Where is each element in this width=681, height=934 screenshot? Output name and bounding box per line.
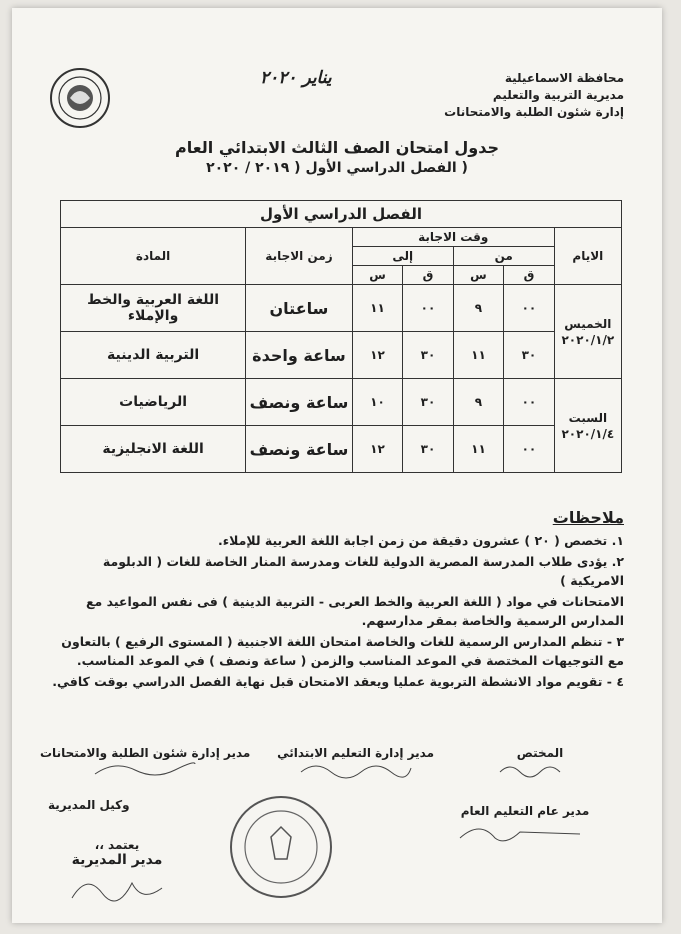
handwritten-signature <box>480 760 600 780</box>
to-hour: ١١ <box>352 285 402 332</box>
page-title: جدول امتحان الصف الثالث الابتدائي العام <box>175 138 499 157</box>
handwritten-signature <box>85 760 205 780</box>
from-header: من <box>453 247 554 266</box>
subject: الرياضيات <box>61 379 246 426</box>
from-minute-header: ق <box>504 266 554 285</box>
subject: اللغة الانجليزية <box>61 426 246 473</box>
note-item: ٤ - تقويم مواد الانشطة التربوية عمليا ويعقد الامتحان قبل نهاية الفصل الدراسي بوقت كافي. <box>52 674 624 689</box>
to-hour: ١٠ <box>352 379 402 426</box>
from-hour: ٩ <box>453 285 503 332</box>
signature-specialist <box>480 746 600 783</box>
day-cell <box>554 379 621 473</box>
semester-row <box>61 201 622 228</box>
day-date: ٢٠٢٠/١/٢ <box>561 332 615 347</box>
signature-title: مدير إدارة شئون الطلبة والامتحانات <box>40 746 251 760</box>
governorate-block <box>444 70 624 121</box>
table-row <box>61 379 622 426</box>
notes-heading: ملاحظات <box>552 508 624 527</box>
approval-block <box>62 838 172 911</box>
header-row <box>61 228 622 247</box>
subject: اللغة العربية والخط والإملاء <box>61 285 246 332</box>
table-row <box>61 285 622 332</box>
from-hour: ٩ <box>453 379 503 426</box>
note-item: ٣ - تنظم المدارس الرسمية للغات والخاصة امتحان اللغة الاجنبية ( المستوى الرفيع ) بالتعاون مع التوجيهات المختصة في الموعد المناسب والزمن ( ساعة ونصف ) في الموعد المناسب. <box>61 634 624 668</box>
from-hour: ١١ <box>453 426 503 473</box>
directorate-head-title: مدير المديرية <box>71 852 163 868</box>
handwritten-signature <box>296 760 416 780</box>
to-minute: ٣٠ <box>403 379 453 426</box>
day-date: ٢٠٢٠/١/٤ <box>561 426 615 441</box>
from-minute: ٠٠ <box>504 379 554 426</box>
signature-students-director <box>40 746 250 783</box>
to-header: إلى <box>352 247 453 266</box>
from-minute: ٠٠ <box>504 285 554 332</box>
to-minute: ٣٠ <box>403 332 453 379</box>
answer-time-header: وقت الاجابة <box>352 228 554 247</box>
signature-deputy <box>48 798 130 812</box>
signature-title: المختص <box>516 746 564 760</box>
subject-header: المادة <box>61 228 246 285</box>
from-hour: ١١ <box>453 332 503 379</box>
directorate-name: مديرية التربية والتعليم <box>492 88 624 102</box>
note-item: ٢. يؤدى طلاب المدرسة المصرية الدولية للغات ومدرسة المنار الخاصة للغات ( الدبلومة الامريكية ) <box>102 554 624 588</box>
handwritten-signature <box>450 818 600 848</box>
signature-primary-director <box>277 746 434 783</box>
table-row <box>61 332 622 379</box>
duration-header: زمن الاجابة <box>246 228 353 285</box>
official-stamp-icon <box>227 793 335 901</box>
signature-title: مدير عام التعليم العام <box>460 804 590 818</box>
title-block <box>12 138 662 176</box>
to-hour: ١٢ <box>352 332 402 379</box>
table-row <box>61 426 622 473</box>
to-minute: ٠٠ <box>403 285 453 332</box>
duration: ساعة واحدة <box>246 332 353 379</box>
duration: ساعتان <box>246 285 353 332</box>
to-hour-header: س <box>352 266 402 285</box>
to-minute-header: ق <box>403 266 453 285</box>
governorate-name: محافظة الاسماعيلية <box>504 71 624 85</box>
document-page <box>12 8 662 923</box>
from-minute: ٣٠ <box>504 332 554 379</box>
handwritten-signature <box>62 868 172 908</box>
day-name: السبت <box>568 410 608 425</box>
signature-title: مدير إدارة التعليم الابتدائي <box>277 746 434 760</box>
to-hour: ١٢ <box>352 426 402 473</box>
to-minute: ٣٠ <box>403 426 453 473</box>
duration: ساعة ونصف <box>246 426 353 473</box>
note-item: ١. تخصص ( ٢٠ ) عشرون دقيقة من زمن اجابة اللغة العربية للإملاء. <box>217 533 624 548</box>
page-subtitle: ( الفصل الدراسي الأول ( ٢٠١٩ / ٢٠٢٠ <box>206 160 468 176</box>
day-name: الخميس <box>564 316 612 331</box>
exam-schedule-table <box>60 200 622 473</box>
duration: ساعة ونصف <box>246 379 353 426</box>
day-cell <box>554 285 621 379</box>
date-badge: يناير ٢٠٢٠ <box>260 68 332 88</box>
days-header: الايام <box>554 228 621 285</box>
note-item: الامتحانات في مواد ( اللغة العربية والخط العربى - التربية الدينية ) فى نفس المواعيد مع المدارس الرسمية والخاصة بمقر مدارسهم. <box>85 594 624 628</box>
semester-header: الفصل الدراسي الأول <box>61 201 622 228</box>
ministry-logo-icon <box>48 66 112 130</box>
subject: التربية الدينية <box>61 332 246 379</box>
from-hour-header: س <box>453 266 503 285</box>
approval-label: يعتمد ،، <box>94 838 140 852</box>
signature-title: وكيل المديرية <box>48 798 130 812</box>
department-name: إدارة شئون الطلبة والامتحانات <box>444 105 624 119</box>
notes-section <box>48 508 624 693</box>
from-minute: ٠٠ <box>504 426 554 473</box>
header <box>12 66 662 126</box>
signature-general-director <box>450 804 600 851</box>
